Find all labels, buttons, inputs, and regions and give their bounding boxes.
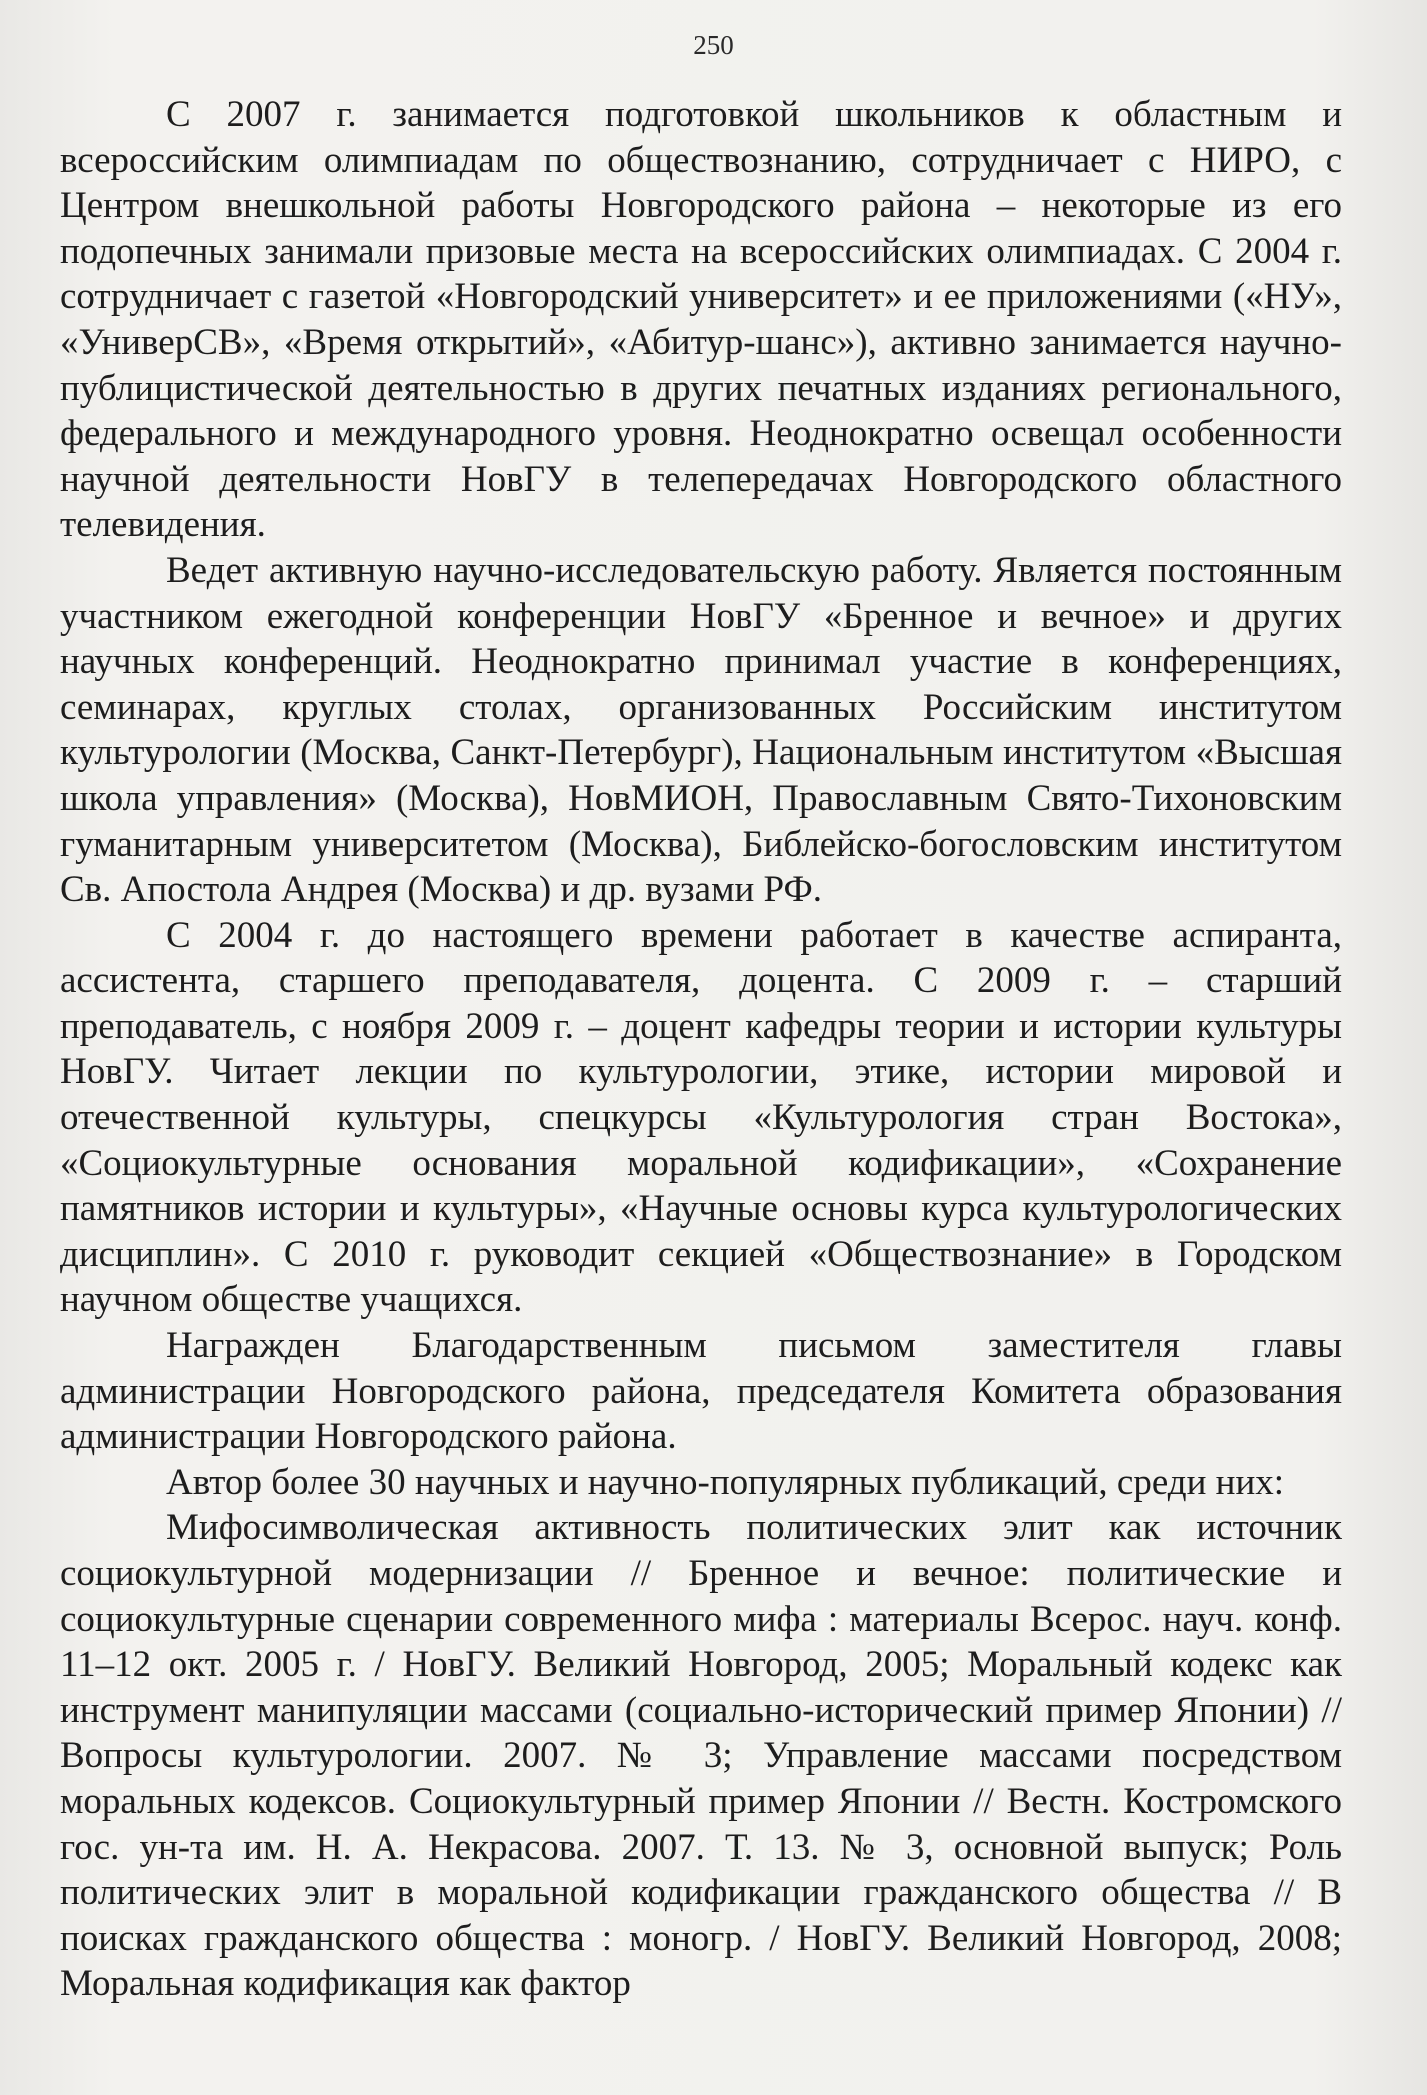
paragraph-research: Ведет активную научно-исследовательскую работу. Является постоянным участником ежегодной конференции НовГУ «Бренное и вечное» и других научных конференций. Неоднократно принимал участие в конференциях, семинарах, круглых столах, организованных Российским институтом культурологии (Москва, Санкт-Петербург), Национальным институтом «Высшая школа управления» (Москва), НовМИОН, Православным Свято-Тихоновским гуманитарным университетом (Москва), Библейско-богословским институтом Св. Апостола Андрея (Москва) и др. вузами РФ. bbox=[60, 549, 1342, 911]
paragraph-publications-intro: Автор более 30 научных и научно-популярных публикаций, среди них: bbox=[166, 1461, 1285, 1503]
paragraph-career: С 2004 г. до настоящего времени работает в качестве аспиранта, ассистента, старшего преподавателя, доцента. С 2009 г. – старший преподаватель, с ноября 2009 г. – доцент кафедры теории и истории культуры НовГУ. Читает лекции по культурологии, этике, истории мировой и отечественной культуры, спецкурсы «Культурология стран Востока», «Социокультурные основания моральной кодификации», «Сохранение памятников истории и культуры», «Научные основы курса культурологических дисциплин». С 2010 г. руководит секцией «Обществознание» в Городском научном обществе учащихся. bbox=[60, 914, 1342, 1321]
main-text bbox=[60, 92, 1342, 2007]
paragraph-awards: Награжден Благодарственным письмом заместителя главы администрации Новгородского района, председателя Комитета образования администрации Новгородского района. bbox=[60, 1325, 1342, 1458]
page-number: 250 bbox=[693, 30, 734, 60]
paragraph-publications-list: Мифосимволическая активность политических элит как источник социокультурной модернизации // Бренное и вечное: политические и социокультурные сценарии современного мифа : материалы Всерос. науч. конф. 11–12 окт. 2005 г. / НовГУ. Великий Новгород, 2005; Моральный кодекс как инструмент манипуляции массами (социально-исторический пример Японии) // Вопросы культурологии. 2007. № 3; Управление массами посредством моральных кодексов. Социокультурный пример Японии // Вестн. Костромского гос. ун-та им. Н. А. Некрасова. 2007. Т. 13. № 3, основной выпуск; Роль политических элит в моральной кодификации гражданского общества // В поисках гражданского общества : моногр. / НовГУ. Великий Новгород, 2008; Моральная кодификация как фактор bbox=[60, 1507, 1342, 2005]
paragraph-olympiads: С 2007 г. занимается подготовкой школьников к областным и всероссийским олимпиадам по обществознанию, сотрудничает с НИРО, с Центром внешкольной работы Новгородского района – некоторые из его подопечных занимали призовые места на всероссийских олимпиадах. С 2004 г. сотрудничает с газетой «Новгородский университет» и ее приложениями («НУ», «УниверСВ», «Время открытий», «Абитур-шанс»), активно занимается научно-публицистической деятельностью в других печатных изданиях регионального, федерального и международного уровня. Неоднократно освещал особенности научной деятельности НовГУ в телепередачах Новгородского областного телевидения. bbox=[60, 94, 1342, 546]
